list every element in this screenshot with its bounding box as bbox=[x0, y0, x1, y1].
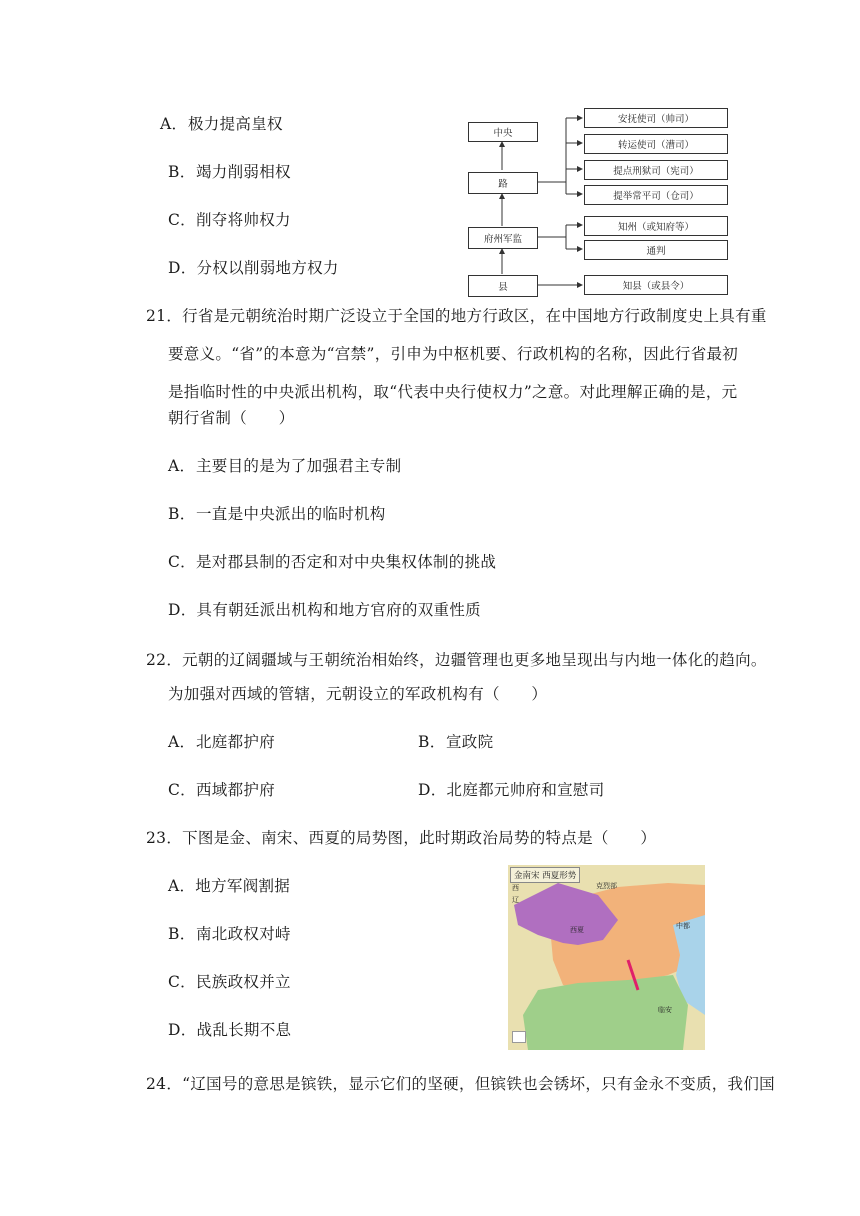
q20-option-d[interactable] bbox=[168, 256, 339, 278]
q22-option-a[interactable] bbox=[168, 730, 275, 752]
map-label-liao: 辽 bbox=[512, 896, 519, 904]
q22-stem-line-1: 22．元朝的辽阔疆域与王朝统治相始终，边疆管理也更多地呈现出与内地一体化的趋向。 bbox=[146, 651, 767, 669]
option-text: 民族政权并立 bbox=[196, 973, 291, 991]
option-letter: A． bbox=[168, 877, 196, 895]
lu-box: 路 bbox=[468, 172, 538, 194]
option-text: 主要目的是为了加强君主专制 bbox=[196, 457, 402, 475]
q22-option-c[interactable] bbox=[168, 778, 275, 800]
map-regions bbox=[508, 865, 705, 1050]
jin-song-xixia-map bbox=[508, 865, 705, 1050]
q22-option-b[interactable] bbox=[418, 730, 493, 752]
q23-option-b[interactable] bbox=[168, 922, 291, 944]
map-label-ke: 克烈部 bbox=[596, 882, 617, 890]
q21-option-a[interactable] bbox=[168, 454, 401, 476]
fuzhou-box: 府州军监 bbox=[468, 227, 538, 249]
xian-office: 知县（或县令） bbox=[584, 275, 728, 295]
q24-stem: 24．“辽国号的意思是镔铁，显示它们的坚硬，但镔铁也会锈坏，只有金永不变质，我们国 bbox=[146, 1075, 775, 1093]
q20-option-c[interactable] bbox=[168, 208, 291, 230]
option-letter: B． bbox=[168, 925, 196, 943]
option-text: 削夺将帅权力 bbox=[196, 211, 291, 229]
option-letter: D． bbox=[418, 781, 447, 799]
option-text: 极力提高皇权 bbox=[188, 115, 283, 133]
q21-stem-line-2: 要意义。“省”的本意为“宫禁”，引申为中枢机要、行政机构的名称，因此行省最初 bbox=[168, 345, 739, 363]
central-box: 中央 bbox=[468, 122, 538, 142]
option-letter: A． bbox=[168, 457, 196, 475]
option-letter: A． bbox=[168, 733, 196, 751]
option-text: 北庭都元帅府和宣慰司 bbox=[446, 781, 605, 799]
map-legend-icon bbox=[512, 1031, 526, 1043]
map-label-xixia: 西夏 bbox=[570, 926, 584, 934]
option-text: 南北政权对峙 bbox=[196, 925, 291, 943]
option-letter: B． bbox=[168, 505, 196, 523]
fuzhou-office-1: 知州（或知府等） bbox=[584, 216, 728, 236]
option-text: 竭力削弱相权 bbox=[196, 163, 291, 181]
option-text: 分权以削弱地方权力 bbox=[196, 259, 339, 277]
option-letter: C． bbox=[168, 781, 196, 799]
q21-stem-line-1: 21．行省是元朝统治时期广泛设立于全国的地方行政区，在中国地方行政制度史上具有重 bbox=[146, 307, 767, 325]
option-text: 地方军阀割据 bbox=[195, 877, 291, 895]
option-letter: D． bbox=[168, 601, 197, 619]
option-text: 北庭都护府 bbox=[196, 733, 276, 751]
option-letter: B． bbox=[418, 733, 446, 751]
option-text: 具有朝廷派出机构和地方官府的双重性质 bbox=[196, 601, 481, 619]
map-label-zhongdu: 中都 bbox=[676, 922, 690, 930]
q23-stem: 23．下图是金、南宋、西夏的局势图，此时期政治局势的特点是（ ） bbox=[146, 829, 657, 847]
option-letter: C． bbox=[168, 973, 196, 991]
xian-box: 县 bbox=[468, 275, 538, 297]
option-letter: D． bbox=[168, 1021, 197, 1039]
q21-stem-line-3: 是指临时性的中央派出机构，取“代表中央行使权力”之意。对此理解正确的是，元 bbox=[168, 383, 738, 401]
map-label-linan: 临安 bbox=[658, 1006, 672, 1014]
q21-option-b[interactable] bbox=[168, 502, 386, 524]
q20-option-a[interactable] bbox=[160, 112, 283, 134]
q21-option-d[interactable] bbox=[168, 598, 481, 620]
option-text: 西域都护府 bbox=[196, 781, 276, 799]
option-text: 战乱长期不息 bbox=[196, 1021, 292, 1039]
q23-option-a[interactable] bbox=[168, 874, 290, 896]
lu-office-3: 提点刑狱司（宪司） bbox=[584, 160, 728, 180]
lu-office-2: 转运使司（漕司） bbox=[584, 134, 728, 154]
lu-office-1: 安抚使司（帅司） bbox=[584, 108, 728, 128]
q21-option-c[interactable] bbox=[168, 550, 496, 572]
option-text: 是对郡县制的否定和对中央集权体制的挑战 bbox=[196, 553, 497, 571]
q20-option-b[interactable] bbox=[168, 160, 291, 182]
q23-option-d[interactable] bbox=[168, 1018, 291, 1040]
option-letter: C． bbox=[168, 553, 196, 571]
option-letter: A． bbox=[160, 115, 188, 133]
fuzhou-office-2: 通判 bbox=[584, 240, 728, 260]
q22-stem-line-2: 为加强对西域的管辖，元朝设立的军政机构有（ ） bbox=[168, 685, 548, 703]
option-letter: C． bbox=[168, 211, 196, 229]
lu-office-4: 提举常平司（仓司） bbox=[584, 185, 728, 205]
option-letter: D． bbox=[168, 259, 197, 277]
q23-option-c[interactable] bbox=[168, 970, 291, 992]
map-label-xi: 西 bbox=[512, 884, 519, 892]
option-text: 一直是中央派出的临时机构 bbox=[196, 505, 386, 523]
q21-stem-line-4: 朝行省制（ ） bbox=[168, 409, 295, 427]
map-title: 金南宋 西夏形势 bbox=[510, 867, 580, 883]
option-text: 宣政院 bbox=[446, 733, 494, 751]
q22-option-d[interactable] bbox=[418, 778, 605, 800]
option-letter: B． bbox=[168, 163, 196, 181]
song-administration-diagram bbox=[462, 104, 734, 300]
